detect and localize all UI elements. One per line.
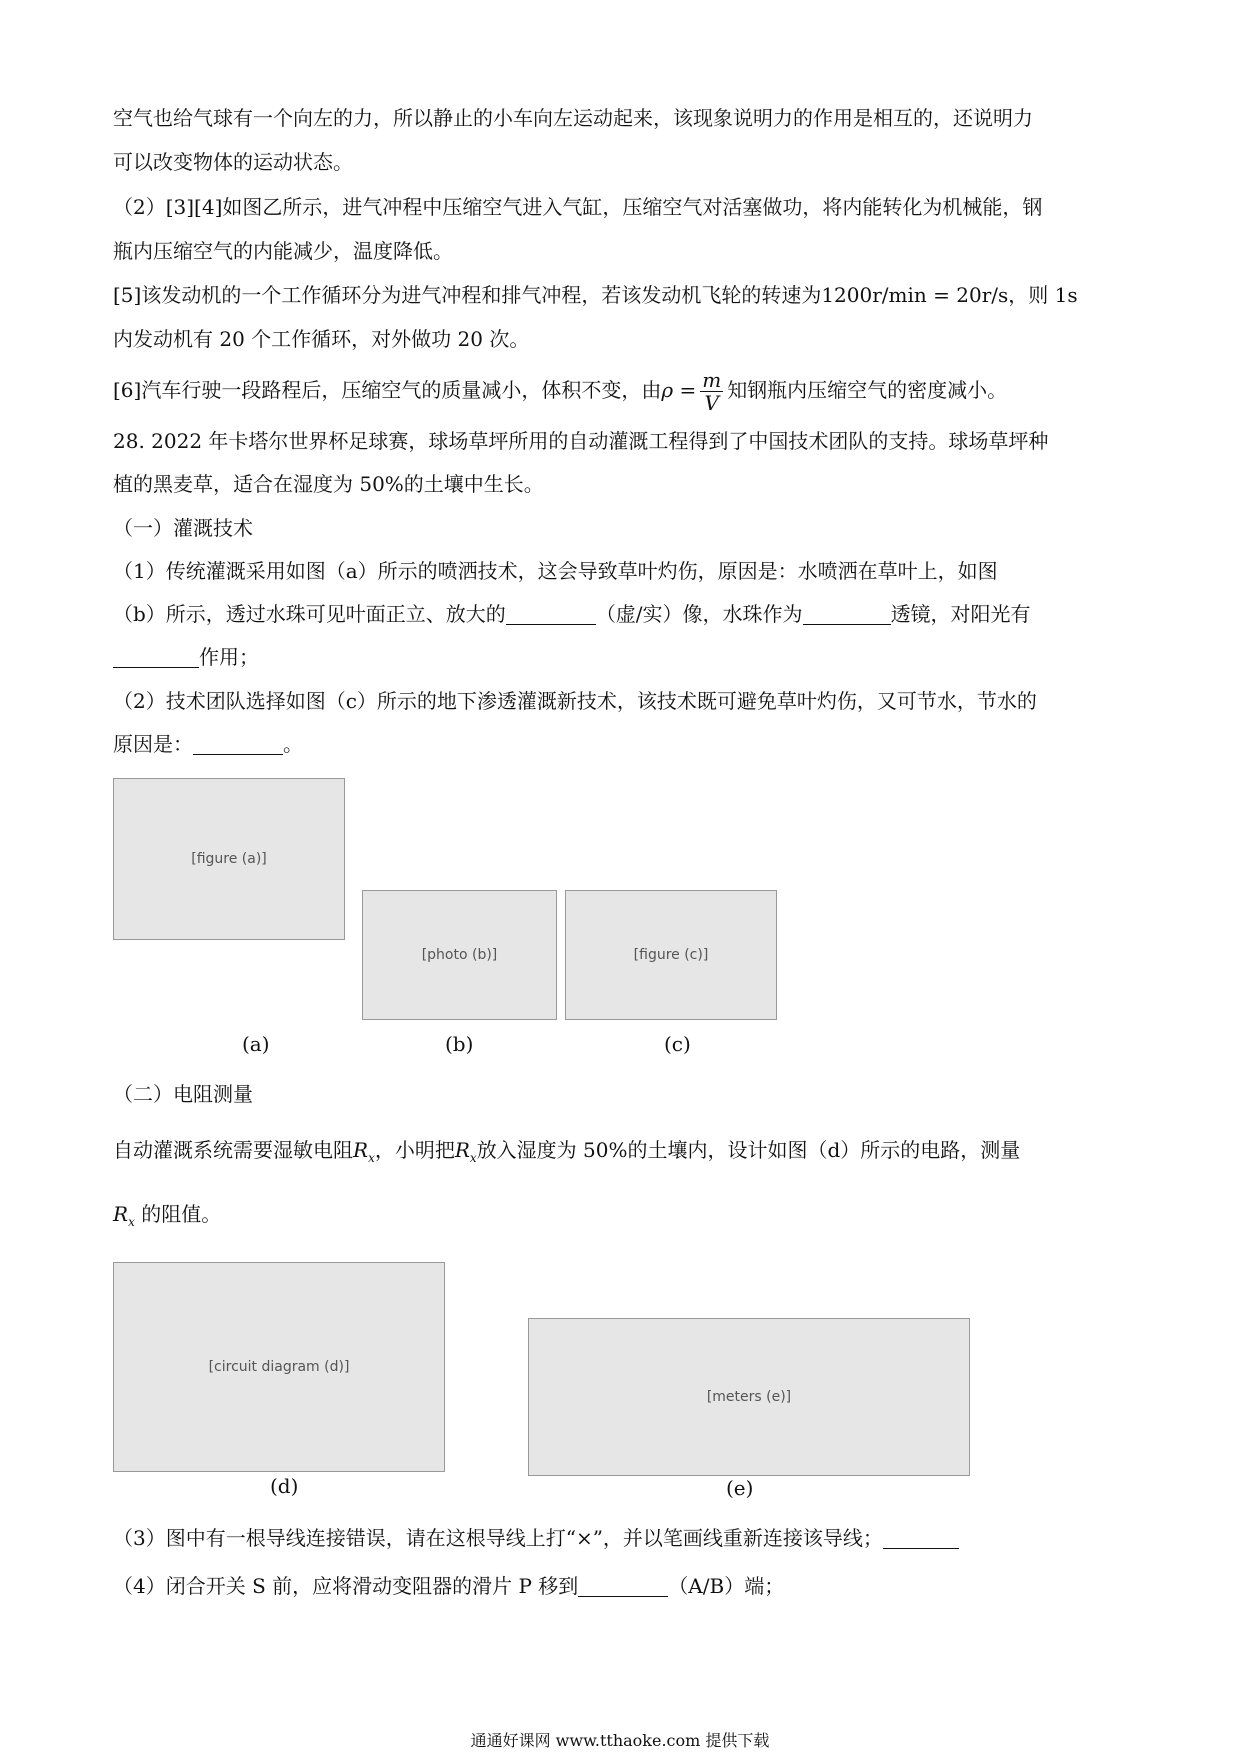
density-fraction <box>700 369 723 414</box>
text-segment: （4）闭合开关 S 前，应将滑动变阻器的滑片 P 移到 <box>113 1574 579 1598</box>
text-line: [5]该发动机的一个工作循环分为进气冲程和排气冲程，若该发动机飞轮的转速为1200r/min = 20r/s，则 1s <box>113 283 1078 307</box>
figure-b-water-droplet: [photo (b)] <box>362 890 557 1020</box>
figure-caption: (a) <box>242 1032 270 1056</box>
text-line: 可以改变物体的运动状态。 <box>113 150 353 174</box>
figure-caption: (e) <box>726 1476 754 1500</box>
text-line: 内发动机有 20 个工作循环，对外做功 20 次。 <box>113 327 530 351</box>
answer-blank[interactable] <box>883 1528 959 1549</box>
text-line-blanks <box>113 600 1133 628</box>
figure-caption: (b) <box>445 1032 474 1056</box>
figure-caption: (c) <box>664 1032 691 1056</box>
text-segment: 放入湿度为 50%的土壤内，设计如图（d）所示的电路，测量 <box>476 1138 1021 1162</box>
answer-blank[interactable] <box>803 604 891 625</box>
text-segment: 作用； <box>199 645 259 669</box>
section-heading: （二）电阻测量 <box>113 1082 253 1106</box>
fraction-numerator: m <box>702 368 722 392</box>
text-line-blanks <box>113 730 1133 758</box>
text-line: （2）[3][4]如图乙所示，进气冲程中压缩空气进入气缸，压缩空气对活塞做功，将内能转化为机械能，钢 <box>113 195 1043 219</box>
text-line: （1）传统灌溉采用如图（a）所示的喷洒技术，这会导致草叶灼伤，原因是：水喷洒在草叶上，如图 <box>113 559 998 583</box>
text-segment: ，小明把 <box>374 1138 455 1162</box>
text-segment: （A/B）端； <box>668 1574 785 1598</box>
symbol-rx: $R_x$ <box>454 1138 477 1165</box>
figure-a-sprinkler-irrigation: [figure (a)] <box>113 778 345 940</box>
text-segment: 原因是： <box>113 732 193 756</box>
text-segment: （b）所示，透过水珠可见叶面正立、放大的 <box>113 602 506 626</box>
text-line-formula <box>113 368 1133 414</box>
text-segment: 知钢瓶内压缩空气的密度减小。 <box>727 378 1008 402</box>
fraction-denominator: V <box>704 391 719 415</box>
text-segment: （虚/实）像，水珠作为 <box>595 602 803 626</box>
answer-blank[interactable] <box>578 1576 668 1597</box>
figure-caption: (d) <box>270 1474 299 1498</box>
text-line-blanks <box>113 1572 1133 1600</box>
figure-c-underground-irrigation: [figure (c)] <box>565 890 777 1020</box>
text-line-blanks <box>113 643 1133 671</box>
answer-blank[interactable] <box>193 734 283 755</box>
figure-e-meters: [meters (e)] <box>528 1318 970 1476</box>
text-line: 瓶内压缩空气的内能减少，温度降低。 <box>113 239 453 263</box>
text-line: （2）技术团队选择如图（c）所示的地下渗透灌溉新技术，该技术既可避免草叶灼伤，又可节水，节水的 <box>113 689 1037 713</box>
symbol-rx: $R_x$ <box>113 1202 135 1229</box>
formula-rho: ρ = <box>661 378 697 402</box>
section-heading: （一）灌溉技术 <box>113 516 253 540</box>
text-segment: 自动灌溉系统需要湿敏电阻 <box>113 1138 353 1162</box>
page-footer: 通通好课网 www.tthaoke.com 提供下载 <box>470 1731 770 1750</box>
symbol-rx: $R_x$ <box>353 1138 375 1165</box>
answer-blank[interactable] <box>506 604 596 625</box>
text-segment: 的阻值。 <box>141 1202 222 1226</box>
text-line: 空气也给气球有一个向左的力，所以静止的小车向左运动起来，该现象说明力的作用是相互的，还说明力 <box>113 106 1033 130</box>
text-segment: （3）图中有一根导线连接错误，请在这根导线上打“×”，并以笔画线重新连接该导线； <box>113 1526 883 1550</box>
text-segment: 。 <box>283 732 303 756</box>
text-line-rx <box>113 1136 1133 1172</box>
answer-blank[interactable] <box>113 647 199 668</box>
text-segment: 透镜，对阳光有 <box>890 602 1031 626</box>
text-segment: [6]汽车行驶一段路程后，压缩空气的质量减小，体积不变，由 <box>113 378 662 402</box>
figure-d-circuit: [circuit diagram (d)] <box>113 1262 445 1472</box>
question-28-stem: 28. 2022 年卡塔尔世界杯足球赛，球场草坪所用的自动灌溉工程得到了中国技术团队的支持。球场草坪种 <box>113 429 1049 453</box>
text-line: 植的黑麦草，适合在湿度为 50%的土壤中生长。 <box>113 472 544 496</box>
text-line-blanks <box>113 1524 1133 1552</box>
text-line-rx <box>113 1200 1133 1236</box>
